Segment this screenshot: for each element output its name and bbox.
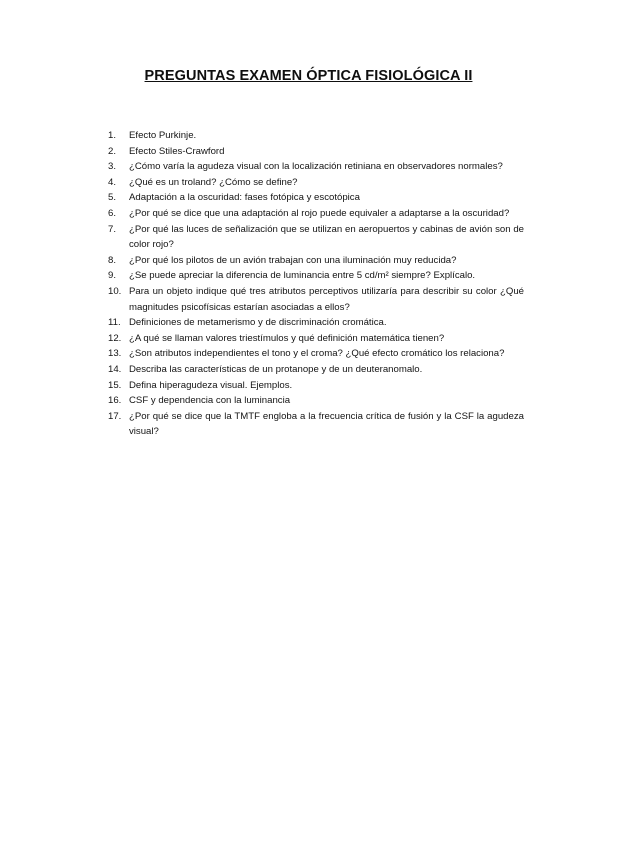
question-list [108, 128, 524, 440]
question-item [108, 206, 524, 222]
question-number: 14. [108, 363, 122, 375]
question-text: Defina hiperagudeza visual. Ejemplos. [129, 379, 293, 391]
question-number: 3. [108, 161, 117, 173]
question-number: 1. [108, 130, 117, 141]
question-item [108, 378, 524, 394]
question-number: 12. [108, 332, 122, 344]
question-number: 15. [108, 379, 122, 391]
question-number: 17. [108, 410, 122, 422]
question-text: Efecto Stiles-Crawford [129, 145, 225, 157]
question-text: ¿Por qué las luces de señalización que se utilizan en aeropuertos y cabinas de avión son de color rojo? [129, 223, 524, 251]
question-text: ¿Por qué los pilotos de un avión trabajan con una iluminación muy reducida? [129, 254, 457, 266]
question-item [108, 346, 524, 362]
question-number: 9. [108, 270, 117, 282]
question-text: ¿Por qué se dice que una adaptación al rojo puede equivaler a adaptarse a la oscuridad? [129, 207, 510, 219]
question-text: Para un objeto indique qué tres atributos perceptivos utilizaría para describir su color ¿Qué magnitudes psicofísicas estarían asociadas a ellos? [129, 285, 524, 313]
question-number: 5. [108, 192, 117, 204]
question-item [108, 222, 524, 253]
question-item [108, 190, 524, 206]
question-number: 7. [108, 223, 117, 235]
question-text: ¿Cómo varía la agudeza visual con la localización retiniana en observadores normales? [129, 161, 503, 173]
question-item [108, 315, 524, 331]
question-number: 6. [108, 207, 117, 219]
question-item [108, 331, 524, 347]
question-item [108, 128, 524, 144]
question-text: ¿Se puede apreciar la diferencia de luminancia entre 5 cd/m² siempre? Explícalo. [129, 270, 476, 282]
question-number: 16. [108, 395, 122, 407]
question-item [108, 362, 524, 378]
question-number: 8. [108, 254, 117, 266]
question-number: 11. [108, 317, 121, 329]
question-number: 10. [108, 285, 122, 297]
question-item [108, 159, 524, 175]
question-text: ¿Por qué se dice que la TMTF engloba a la frecuencia crítica de fusión y la CSF la agudeza visual? [129, 410, 524, 438]
question-item [108, 409, 524, 440]
question-number: 4. [108, 176, 117, 188]
document-title: PREGUNTAS EXAMEN ÓPTICA FISIOLÓGICA II [144, 68, 473, 84]
question-item [108, 253, 524, 269]
question-number: 13. [108, 348, 122, 360]
question-text: ¿Qué es un troland? ¿Cómo se define? [129, 176, 298, 188]
question-item [108, 175, 524, 191]
question-text: Adaptación a la oscuridad: fases fotópica y escotópica [129, 192, 360, 204]
question-item [108, 393, 524, 409]
question-text: Definiciones de metamerismo y de discriminación cromática. [129, 317, 387, 329]
question-text: ¿Son atributos independientes el tono y el croma? ¿Qué efecto cromático los relaciona? [129, 348, 505, 360]
question-item [108, 144, 524, 160]
question-item [108, 268, 524, 284]
question-text: Efecto Purkinje. [129, 130, 197, 141]
question-number: 2. [108, 145, 117, 157]
question-text: ¿A qué se llaman valores triestímulos y qué definición matemática tienen? [129, 332, 445, 344]
question-text: CSF y dependencia con la luminancia [129, 395, 291, 407]
question-text: Describa las características de un protanope y de un deuteranomalo. [129, 363, 423, 375]
question-item [108, 284, 524, 315]
